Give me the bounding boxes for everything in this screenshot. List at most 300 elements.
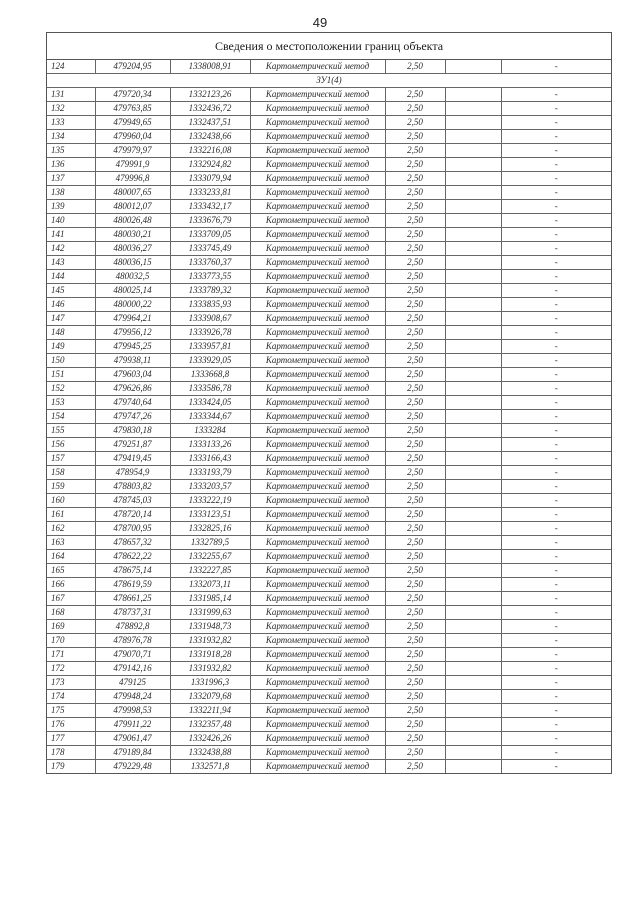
coord-x: 479189,84 — [95, 746, 170, 760]
point-number: 157 — [47, 452, 95, 466]
note-cell — [445, 354, 501, 368]
accuracy-cell: 2,50 — [385, 466, 445, 480]
coord-x: 479996,8 — [95, 172, 170, 186]
table-row — [47, 130, 611, 144]
note-cell — [445, 480, 501, 494]
method-cell: Картометрический метод — [250, 340, 385, 354]
note-cell — [445, 760, 501, 774]
note-cell — [445, 704, 501, 718]
coord-x: 479830,18 — [95, 424, 170, 438]
accuracy-cell: 2,50 — [385, 130, 445, 144]
accuracy-cell: 2,50 — [385, 410, 445, 424]
table-row — [47, 704, 611, 718]
coord-x: 479125 — [95, 676, 170, 690]
accuracy-cell: 2,50 — [385, 746, 445, 760]
method-cell: Картометрический метод — [250, 732, 385, 746]
coordinates-table — [47, 60, 611, 773]
table-row — [47, 648, 611, 662]
method-cell: Картометрический метод — [250, 242, 385, 256]
method-cell: Картометрический метод — [250, 676, 385, 690]
coord-x: 478976,78 — [95, 634, 170, 648]
point-number: 153 — [47, 396, 95, 410]
table-row — [47, 270, 611, 284]
accuracy-cell: 2,50 — [385, 494, 445, 508]
note-cell — [445, 410, 501, 424]
extra-cell: - — [501, 760, 611, 774]
method-cell: Картометрический метод — [250, 102, 385, 116]
accuracy-cell: 2,50 — [385, 634, 445, 648]
table-row — [47, 578, 611, 592]
coord-y: 1333203,57 — [170, 480, 250, 494]
method-cell: Картометрический метод — [250, 368, 385, 382]
accuracy-cell: 2,50 — [385, 158, 445, 172]
extra-cell: - — [501, 158, 611, 172]
extra-cell: - — [501, 424, 611, 438]
accuracy-cell: 2,50 — [385, 704, 445, 718]
extra-cell: - — [501, 564, 611, 578]
table-row — [47, 550, 611, 564]
method-cell: Картометрический метод — [250, 452, 385, 466]
table-row — [47, 564, 611, 578]
coord-y: 1333789,32 — [170, 284, 250, 298]
point-number: 162 — [47, 522, 95, 536]
coord-x: 478803,82 — [95, 480, 170, 494]
table-row — [47, 424, 611, 438]
note-cell — [445, 298, 501, 312]
extra-cell: - — [501, 144, 611, 158]
coord-x: 478657,32 — [95, 536, 170, 550]
note-cell — [445, 102, 501, 116]
accuracy-cell: 2,50 — [385, 452, 445, 466]
point-number: 176 — [47, 718, 95, 732]
extra-cell: - — [501, 228, 611, 242]
coord-y: 1338008,91 — [170, 60, 250, 74]
table-row — [47, 522, 611, 536]
note-cell — [445, 424, 501, 438]
coord-x: 479720,34 — [95, 88, 170, 102]
note-cell — [445, 88, 501, 102]
table-row — [47, 340, 611, 354]
note-cell — [445, 634, 501, 648]
method-cell: Картометрический метод — [250, 620, 385, 634]
coord-x: 478954,9 — [95, 466, 170, 480]
note-cell — [445, 690, 501, 704]
section-label: ЗУ1(4) — [47, 74, 611, 88]
coord-x: 479949,65 — [95, 116, 170, 130]
extra-cell: - — [501, 718, 611, 732]
coord-x: 478720,14 — [95, 508, 170, 522]
table-row — [47, 242, 611, 256]
accuracy-cell: 2,50 — [385, 578, 445, 592]
method-cell: Картометрический метод — [250, 522, 385, 536]
coord-y: 1333709,05 — [170, 228, 250, 242]
method-cell: Картометрический метод — [250, 88, 385, 102]
coord-y: 1332571,8 — [170, 760, 250, 774]
accuracy-cell: 2,50 — [385, 662, 445, 676]
accuracy-cell: 2,50 — [385, 396, 445, 410]
coord-y: 1331932,82 — [170, 634, 250, 648]
coord-y: 1333166,43 — [170, 452, 250, 466]
extra-cell: - — [501, 242, 611, 256]
coord-y: 1333957,81 — [170, 340, 250, 354]
coord-y: 1332437,51 — [170, 116, 250, 130]
point-number: 168 — [47, 606, 95, 620]
coord-x: 479747,26 — [95, 410, 170, 424]
table-row — [47, 158, 611, 172]
extra-cell: - — [501, 704, 611, 718]
section-row — [47, 74, 611, 88]
coord-x: 479964,21 — [95, 312, 170, 326]
coord-x: 478675,14 — [95, 564, 170, 578]
accuracy-cell: 2,50 — [385, 522, 445, 536]
coord-y: 1332924,82 — [170, 158, 250, 172]
page-number: 49 — [312, 15, 328, 30]
coord-y: 1332073,11 — [170, 578, 250, 592]
coord-y: 1331918,28 — [170, 648, 250, 662]
coord-y: 1331932,82 — [170, 662, 250, 676]
boundary-table-sheet — [46, 32, 612, 774]
accuracy-cell: 2,50 — [385, 508, 445, 522]
note-cell — [445, 396, 501, 410]
coord-y: 1333284 — [170, 424, 250, 438]
method-cell: Картометрический метод — [250, 564, 385, 578]
extra-cell: - — [501, 452, 611, 466]
coord-x: 479070,71 — [95, 648, 170, 662]
extra-cell: - — [501, 592, 611, 606]
note-cell — [445, 452, 501, 466]
extra-cell: - — [501, 634, 611, 648]
coord-x: 480032,5 — [95, 270, 170, 284]
coord-y: 1332438,66 — [170, 130, 250, 144]
accuracy-cell: 2,50 — [385, 186, 445, 200]
accuracy-cell: 2,50 — [385, 312, 445, 326]
table-row — [47, 410, 611, 424]
coord-y: 1333222,19 — [170, 494, 250, 508]
note-cell — [445, 676, 501, 690]
point-number: 145 — [47, 284, 95, 298]
extra-cell: - — [501, 494, 611, 508]
method-cell: Картометрический метод — [250, 354, 385, 368]
extra-cell: - — [501, 340, 611, 354]
method-cell: Картометрический метод — [250, 326, 385, 340]
extra-cell: - — [501, 200, 611, 214]
method-cell: Картометрический метод — [250, 130, 385, 144]
table-row — [47, 718, 611, 732]
note-cell — [445, 494, 501, 508]
extra-cell: - — [501, 284, 611, 298]
coord-y: 1332438,88 — [170, 746, 250, 760]
method-cell: Картометрический метод — [250, 606, 385, 620]
accuracy-cell: 2,50 — [385, 88, 445, 102]
extra-cell: - — [501, 312, 611, 326]
accuracy-cell: 2,50 — [385, 732, 445, 746]
method-cell: Картометрический метод — [250, 690, 385, 704]
extra-cell: - — [501, 256, 611, 270]
note-cell — [445, 312, 501, 326]
coord-x: 478737,31 — [95, 606, 170, 620]
extra-cell: - — [501, 648, 611, 662]
extra-cell: - — [501, 326, 611, 340]
point-number: 124 — [47, 60, 95, 74]
point-number: 138 — [47, 186, 95, 200]
extra-cell: - — [501, 662, 611, 676]
method-cell: Картометрический метод — [250, 228, 385, 242]
note-cell — [445, 256, 501, 270]
method-cell: Картометрический метод — [250, 312, 385, 326]
note-cell — [445, 144, 501, 158]
method-cell: Картометрический метод — [250, 480, 385, 494]
coord-x: 479991,9 — [95, 158, 170, 172]
note-cell — [445, 116, 501, 130]
coord-y: 1333432,17 — [170, 200, 250, 214]
point-number: 175 — [47, 704, 95, 718]
coord-x: 480012,07 — [95, 200, 170, 214]
method-cell: Картометрический метод — [250, 550, 385, 564]
coord-y: 1333193,79 — [170, 466, 250, 480]
method-cell: Картометрический метод — [250, 116, 385, 130]
coord-x: 480007,65 — [95, 186, 170, 200]
note-cell — [445, 718, 501, 732]
method-cell: Картометрический метод — [250, 382, 385, 396]
table-row — [47, 494, 611, 508]
point-number: 142 — [47, 242, 95, 256]
note-cell — [445, 130, 501, 144]
table-row — [47, 592, 611, 606]
note-cell — [445, 228, 501, 242]
point-number: 141 — [47, 228, 95, 242]
coord-y: 1332255,67 — [170, 550, 250, 564]
note-cell — [445, 200, 501, 214]
method-cell: Картометрический метод — [250, 200, 385, 214]
coord-y: 1333835,93 — [170, 298, 250, 312]
coord-x: 479911,22 — [95, 718, 170, 732]
extra-cell: - — [501, 508, 611, 522]
coord-x: 478700,95 — [95, 522, 170, 536]
method-cell: Картометрический метод — [250, 270, 385, 284]
accuracy-cell: 2,50 — [385, 620, 445, 634]
point-number: 144 — [47, 270, 95, 284]
extra-cell: - — [501, 746, 611, 760]
coord-x: 479229,48 — [95, 760, 170, 774]
coord-y: 1332426,26 — [170, 732, 250, 746]
coord-y: 1333926,78 — [170, 326, 250, 340]
table-row — [47, 116, 611, 130]
table-row — [47, 746, 611, 760]
coord-x: 479626,86 — [95, 382, 170, 396]
accuracy-cell: 2,50 — [385, 592, 445, 606]
point-number: 140 — [47, 214, 95, 228]
note-cell — [445, 746, 501, 760]
accuracy-cell: 2,50 — [385, 256, 445, 270]
coord-y: 1333773,55 — [170, 270, 250, 284]
note-cell — [445, 186, 501, 200]
point-number: 133 — [47, 116, 95, 130]
table-row — [47, 368, 611, 382]
coord-x: 479945,25 — [95, 340, 170, 354]
coord-x: 479419,45 — [95, 452, 170, 466]
table-row — [47, 326, 611, 340]
point-number: 161 — [47, 508, 95, 522]
extra-cell: - — [501, 382, 611, 396]
table-title: Сведения о местоположении границ объекта — [47, 33, 611, 60]
method-cell: Картометрический метод — [250, 718, 385, 732]
point-number: 174 — [47, 690, 95, 704]
point-number: 172 — [47, 662, 95, 676]
accuracy-cell: 2,50 — [385, 354, 445, 368]
note-cell — [445, 592, 501, 606]
accuracy-cell: 2,50 — [385, 690, 445, 704]
coord-y: 1332123,26 — [170, 88, 250, 102]
point-number: 179 — [47, 760, 95, 774]
extra-cell: - — [501, 466, 611, 480]
note-cell — [445, 438, 501, 452]
coord-y: 1333123,51 — [170, 508, 250, 522]
coord-x: 479979,97 — [95, 144, 170, 158]
table-row — [47, 298, 611, 312]
coord-x: 479956,12 — [95, 326, 170, 340]
table-row — [47, 690, 611, 704]
accuracy-cell: 2,50 — [385, 284, 445, 298]
point-number: 131 — [47, 88, 95, 102]
table-row — [47, 102, 611, 116]
table-row — [47, 172, 611, 186]
extra-cell: - — [501, 130, 611, 144]
extra-cell: - — [501, 172, 611, 186]
coord-y: 1333586,78 — [170, 382, 250, 396]
coord-y: 1332216,08 — [170, 144, 250, 158]
extra-cell: - — [501, 550, 611, 564]
method-cell: Картометрический метод — [250, 704, 385, 718]
coord-y: 1333760,37 — [170, 256, 250, 270]
coord-x: 478892,8 — [95, 620, 170, 634]
table-body — [47, 60, 611, 773]
table-row — [47, 88, 611, 102]
point-number: 169 — [47, 620, 95, 634]
point-number: 149 — [47, 340, 95, 354]
coord-y: 1333344,67 — [170, 410, 250, 424]
coord-x: 479960,04 — [95, 130, 170, 144]
point-number: 147 — [47, 312, 95, 326]
table-row — [47, 760, 611, 774]
note-cell — [445, 522, 501, 536]
extra-cell: - — [501, 102, 611, 116]
extra-cell: - — [501, 578, 611, 592]
extra-cell: - — [501, 214, 611, 228]
point-number: 150 — [47, 354, 95, 368]
coord-y: 1332227,85 — [170, 564, 250, 578]
point-number: 137 — [47, 172, 95, 186]
coord-x: 478622,22 — [95, 550, 170, 564]
table-row — [47, 732, 611, 746]
extra-cell: - — [501, 116, 611, 130]
coord-y: 1331948,73 — [170, 620, 250, 634]
extra-cell: - — [501, 480, 611, 494]
note-cell — [445, 270, 501, 284]
coord-y: 1332825,16 — [170, 522, 250, 536]
coord-x: 479603,04 — [95, 368, 170, 382]
extra-cell: - — [501, 88, 611, 102]
accuracy-cell: 2,50 — [385, 340, 445, 354]
table-row — [47, 312, 611, 326]
coord-x: 479061,47 — [95, 732, 170, 746]
note-cell — [445, 732, 501, 746]
method-cell: Картометрический метод — [250, 634, 385, 648]
accuracy-cell: 2,50 — [385, 676, 445, 690]
coord-x: 480000,22 — [95, 298, 170, 312]
table-row — [47, 620, 611, 634]
extra-cell: - — [501, 354, 611, 368]
note-cell — [445, 466, 501, 480]
accuracy-cell: 2,50 — [385, 382, 445, 396]
accuracy-cell: 2,50 — [385, 368, 445, 382]
note-cell — [445, 158, 501, 172]
table-row — [47, 214, 611, 228]
point-number: 156 — [47, 438, 95, 452]
accuracy-cell: 2,50 — [385, 564, 445, 578]
note-cell — [445, 578, 501, 592]
note-cell — [445, 368, 501, 382]
extra-cell: - — [501, 186, 611, 200]
point-number: 171 — [47, 648, 95, 662]
extra-cell: - — [501, 606, 611, 620]
point-number: 177 — [47, 732, 95, 746]
extra-cell: - — [501, 270, 611, 284]
point-number: 143 — [47, 256, 95, 270]
method-cell: Картометрический метод — [250, 746, 385, 760]
coord-x: 480026,48 — [95, 214, 170, 228]
extra-cell: - — [501, 522, 611, 536]
note-cell — [445, 606, 501, 620]
extra-cell: - — [501, 438, 611, 452]
point-number: 155 — [47, 424, 95, 438]
note-cell — [445, 536, 501, 550]
table-row — [47, 480, 611, 494]
point-number: 164 — [47, 550, 95, 564]
method-cell: Картометрический метод — [250, 592, 385, 606]
note-cell — [445, 382, 501, 396]
extra-cell: - — [501, 620, 611, 634]
coord-y: 1333233,81 — [170, 186, 250, 200]
accuracy-cell: 2,50 — [385, 648, 445, 662]
point-number: 154 — [47, 410, 95, 424]
table-row — [47, 606, 611, 620]
note-cell — [445, 564, 501, 578]
method-cell: Картометрический метод — [250, 284, 385, 298]
coord-x: 480036,27 — [95, 242, 170, 256]
table-row — [47, 186, 611, 200]
accuracy-cell: 2,50 — [385, 228, 445, 242]
method-cell: Картометрический метод — [250, 578, 385, 592]
table-row — [47, 60, 611, 74]
accuracy-cell: 2,50 — [385, 326, 445, 340]
accuracy-cell: 2,50 — [385, 116, 445, 130]
extra-cell: - — [501, 368, 611, 382]
method-cell: Картометрический метод — [250, 60, 385, 74]
table-row — [47, 466, 611, 480]
coord-y: 1333676,79 — [170, 214, 250, 228]
coord-y: 1332211,94 — [170, 704, 250, 718]
point-number: 152 — [47, 382, 95, 396]
accuracy-cell: 2,50 — [385, 102, 445, 116]
table-row — [47, 438, 611, 452]
point-number: 165 — [47, 564, 95, 578]
table-row — [47, 284, 611, 298]
table-row — [47, 228, 611, 242]
point-number: 166 — [47, 578, 95, 592]
method-cell: Картометрический метод — [250, 466, 385, 480]
point-number: 148 — [47, 326, 95, 340]
coord-x: 479204,95 — [95, 60, 170, 74]
